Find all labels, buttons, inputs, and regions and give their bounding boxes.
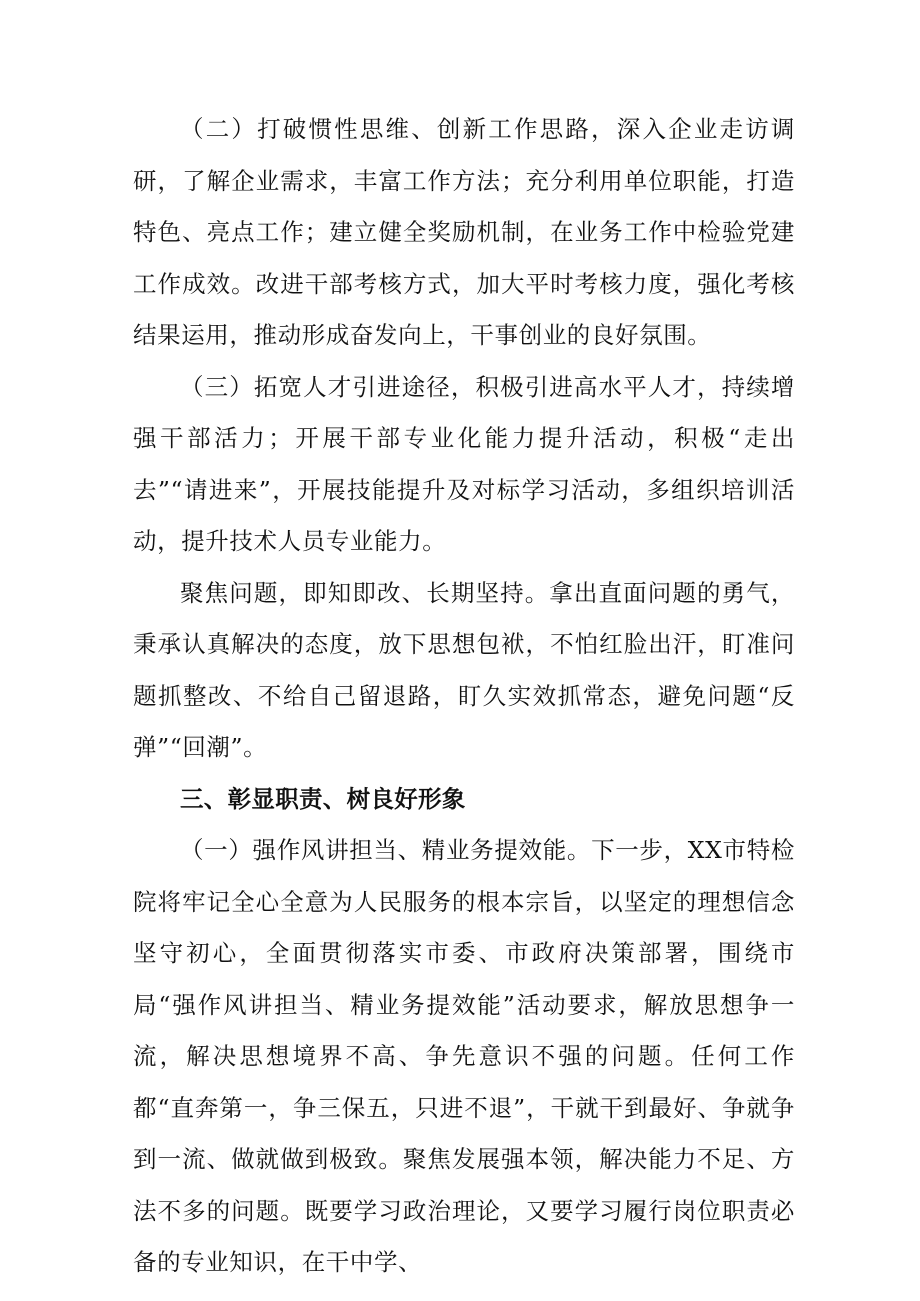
paragraph-2: （二）打破惯性思维、创新工作思路，深入企业走访调研，了解企业需求，丰富工作方法；充分利用单位职能，打造特色、亮点工作；建立健全奖励机制，在业务工作中检验党建工作成效。改进干部考核方式，加大平时考核力度，强化考核结果运用，推动形成奋发向上，干事创业的良好氛围。: [133, 115, 795, 349]
paragraph-3: （三）拓宽人才引进途径，积极引进高水平人才，持续增强干部活力；开展干部专业化能力提升活动，积极“走出去”“请进来”，开展技能提升及对标学习活动，多组织培训活动，提升技术人员专业能力。: [133, 372, 795, 555]
section-paragraph-1: （一）强作风讲担当、精业务提效能。下一步，XX市特检院将牢记全心全意为人民服务的根本宗旨，以坚定的理想信念坚守初心，全面贯彻落实市委、市政府决策部署，围绕市局“强作风讲担当、精业务提效能”活动要求，解放思想争一流，解决思想境界不高、争先意识不强的问题。任何工作都“直奔第一，争三保五，只进不退”，干就干到最好、争就争到一流、做就做到极致。聚焦发展强本领，解决能力不足、方法不多的问题。既要学习政治理论，又要学习履行岗位职责必备的专业知识，在干中学、: [133, 836, 795, 1276]
document-body: [133, 104, 795, 1289]
section-heading: 三、彰显职责、树良好形象: [180, 784, 466, 813]
paragraph-focus-problems: 聚焦问题，即知即改、长期坚持。拿出直面问题的勇气，秉承认真解决的态度，放下思想包袱，不怕红脸出汗，盯准问题抓整改、不给自己留退路，盯久实效抓常态，避免问题“反弹”“回潮”。: [133, 578, 795, 761]
